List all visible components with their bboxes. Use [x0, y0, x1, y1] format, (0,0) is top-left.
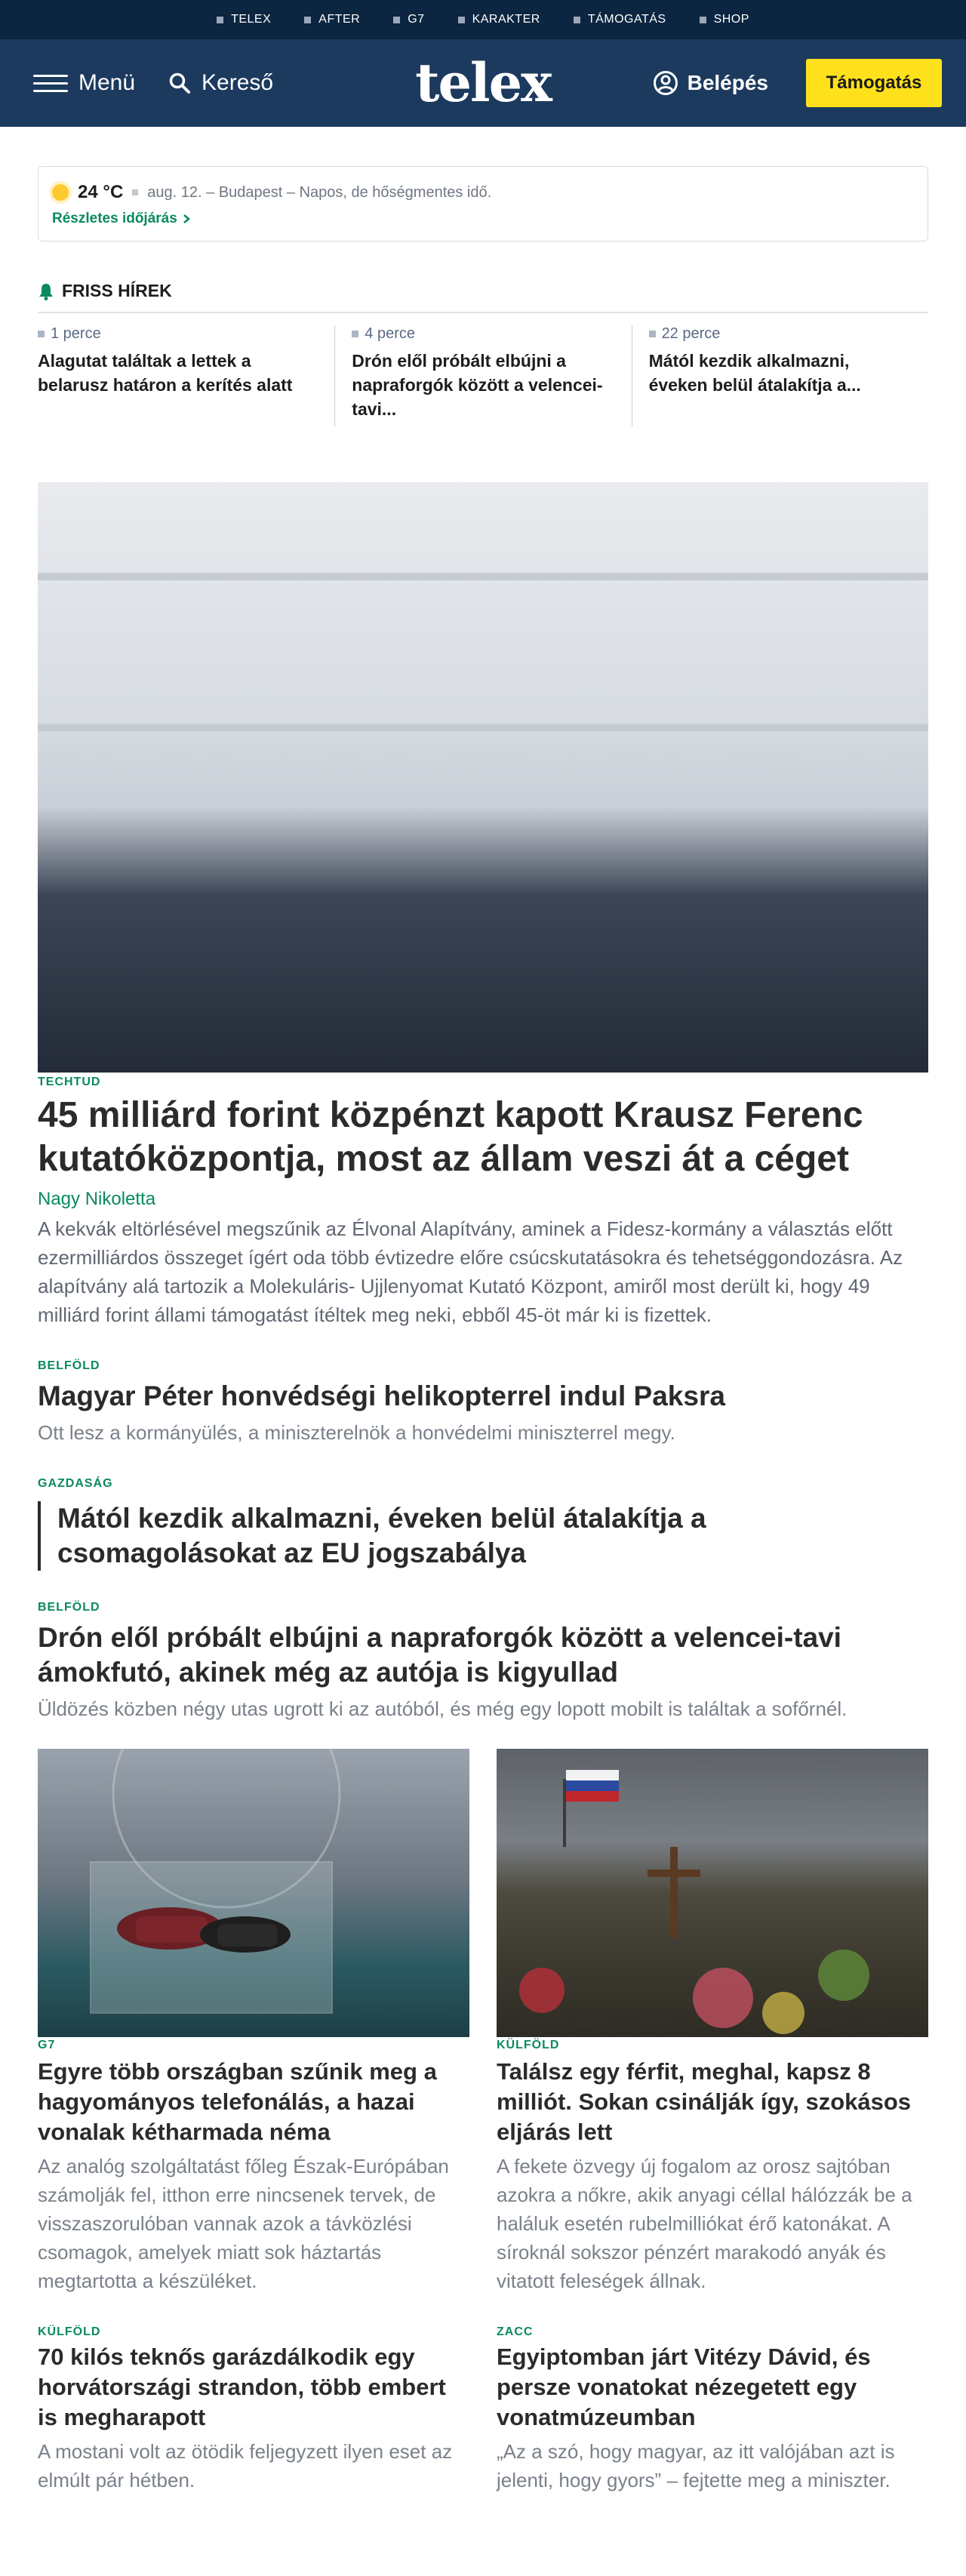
topnav-after[interactable] — [304, 13, 360, 26]
fresh-news-list — [38, 325, 928, 426]
fresh-news-item[interactable] — [632, 325, 928, 426]
square-icon — [393, 17, 400, 23]
hero-author[interactable]: Nagy Nikoletta — [38, 1189, 156, 1209]
card-title[interactable]: Egyre több országban szűnik meg a hagyományos telefonálás, a hazai vonalak kétharmada néma — [38, 2058, 437, 2145]
weather-widget — [38, 166, 928, 242]
fresh-news-title-text[interactable]: Drón elől próbált elbújni a napraforgók között a velencei-tavi... — [352, 351, 603, 419]
article-item — [38, 1359, 928, 1447]
article-title[interactable]: Mától kezdik alkalmazni, éveken belül átalakítja a csomagolásokat az EU jogszabálya — [38, 1501, 928, 1571]
site-logo[interactable]: telex — [415, 51, 551, 114]
weather-details-link[interactable] — [52, 211, 914, 227]
topnav-label: SHOP — [713, 13, 749, 26]
article-category[interactable]: ZACC — [497, 2325, 534, 2338]
hero-lead: A kekvák eltörlésével megszűnik az Élvonal Alapítvány, aminek a Fidesz-kormány a választás előtt ezermilliárdos összeget ígért oda több évtizedre előre csúcskutatásokra és tehetséggondozásra. Az alapítvány alá tartozik a Molekuláris- Ujjlenyomat Kutató Központ, amiről most derült ki, hogy 49 milliárd forint állami támogatást ítéltek meg neki, ebből 45-öt már ki is fizettek. — [38, 1217, 903, 1326]
fresh-news-time: 4 perce — [365, 325, 415, 342]
hero-category[interactable]: TECHTUD — [38, 1073, 105, 1092]
topnav-label: TÁMOGATÁS — [587, 13, 666, 26]
article-category[interactable]: KÜLFÖLD — [38, 2325, 101, 2338]
fresh-news-item[interactable] — [334, 325, 631, 426]
square-icon — [574, 17, 580, 23]
square-icon — [458, 17, 465, 23]
menu-button[interactable] — [33, 70, 135, 96]
article-item — [497, 2325, 928, 2494]
weather-summary: aug. 12. – Budapest – Napos, de hőségmentes idő. — [147, 183, 492, 201]
sun-icon — [52, 184, 69, 201]
site-header — [0, 39, 966, 127]
article-item — [38, 1477, 928, 1571]
lab-shelf — [38, 573, 928, 580]
article-category[interactable]: BELFÖLD — [38, 1359, 100, 1372]
topnav-g7[interactable] — [393, 13, 424, 26]
search-label: Kereső — [202, 70, 274, 95]
user-icon — [653, 70, 678, 96]
topnav-label: AFTER — [318, 13, 361, 26]
square-icon — [700, 17, 706, 23]
hamburger-icon — [33, 73, 68, 93]
topnav-label: G7 — [408, 13, 425, 26]
cemetery-illustration — [497, 1749, 928, 2037]
topnav-tamogatas[interactable] — [574, 13, 666, 26]
card-lead: Az analóg szolgáltatást főleg Észak-Európában számolják fel, itthon erre nincsenek tervek, de visszaszorulóban vannak azok a távközlési csomagok, amelyek miatt sok háztartás megtartotta a készüléket. — [38, 2155, 449, 2292]
card-title[interactable]: Találsz egy férfit, meghal, kapsz 8 milliót. Sokan csinálják így, szokásos eljárás lett — [497, 2058, 912, 2145]
login-label: Belépés — [687, 71, 768, 94]
chevron-right-icon — [182, 214, 191, 224]
bullet-icon — [352, 331, 358, 337]
square-icon — [217, 17, 223, 23]
search-icon — [168, 72, 191, 94]
login-button[interactable] — [653, 70, 768, 96]
fresh-news-heading — [38, 281, 928, 313]
bell-icon — [38, 282, 54, 300]
weather-details-label: Részletes időjárás — [52, 211, 177, 226]
article-title[interactable]: 70 kilós teknős garázdálkodik egy horvátországi strandon, több embert is megharapott — [38, 2344, 446, 2430]
article-title[interactable]: Drón elől próbált elbújni a napraforgók között a velencei-tavi ámokfutó, akinek még az autója is kigyullad — [38, 1622, 841, 1688]
hero-image[interactable] — [38, 482, 928, 1073]
article-category[interactable]: GAZDASÁG — [38, 1477, 113, 1490]
article-column — [38, 1749, 469, 2494]
card-category[interactable]: KÜLFÖLD — [497, 2036, 564, 2054]
card-image[interactable] — [497, 1749, 928, 2037]
card-image[interactable] — [38, 1749, 469, 2037]
article-lead: „Az a szó, hogy magyar, az itt valójában azt is jelenti, hogy gyors” – fejtette meg a miniszter. — [497, 2440, 895, 2491]
topnav-shop[interactable] — [700, 13, 749, 26]
fresh-news-title-text[interactable]: Alagutat találtak a lettek a belarusz határon a kerítés alatt — [38, 351, 293, 395]
topnav-karakter[interactable] — [458, 13, 540, 26]
article-lead: Ott lesz a kormányülés, a miniszterelnök a honvédelmi miniszterrel megy. — [38, 1421, 675, 1444]
fresh-news-time: 22 perce — [661, 325, 721, 342]
article-category[interactable]: BELFÖLD — [38, 1601, 100, 1614]
card-lead: A fekete özvegy új fogalom az orosz sajtóban azokra a nőkre, akik anyagi céllal hálózzák be a haláluk esetén rubelmilliókat érő katonákat. A síroknál sokszor pénzért marakodó anyák és vitatott feleségek állnak. — [497, 2155, 912, 2292]
article-title[interactable]: Magyar Péter honvédségi helikopterrel indul Paksra — [38, 1380, 725, 1411]
square-icon — [304, 17, 311, 23]
menu-label: Menü — [78, 70, 136, 95]
article-item — [38, 1601, 928, 1723]
fresh-news-title-text[interactable]: Mától kezdik alkalmazni, éveken belül átalakítja a... — [648, 351, 861, 395]
top-nav — [0, 0, 966, 39]
fresh-news-item[interactable] — [38, 325, 334, 426]
support-button[interactable]: Támogatás — [806, 59, 942, 107]
fresh-news-time: 1 perce — [51, 325, 101, 342]
bullet-icon — [38, 331, 45, 337]
fresh-news-title: FRISS HÍREK — [62, 281, 172, 300]
bullet-icon — [132, 189, 138, 195]
telephone-illustration — [38, 1749, 469, 2037]
topnav-label: TELEX — [231, 13, 272, 26]
article-grid — [38, 1749, 928, 2494]
temperature: 24 °C — [78, 182, 124, 202]
search-button[interactable] — [168, 70, 273, 96]
article-item — [38, 2325, 469, 2494]
article-title[interactable]: Egyiptomban járt Vitézy Dávid, és persze vonatokat nézegetett egy vonatmúzeumban — [497, 2344, 871, 2430]
article-column — [497, 1749, 928, 2494]
lab-shelf — [38, 724, 928, 731]
topnav-label: KARAKTER — [472, 13, 540, 26]
article-lead: Üldözés közben négy utas ugrott ki az autóból, és még egy lopott mobilt is találtak a sofőrnél. — [38, 1697, 848, 1720]
topnav-telex[interactable] — [217, 13, 271, 26]
article-lead: A mostani volt az ötödik feljegyzett ilyen eset az elmúlt pár hétben. — [38, 2440, 453, 2491]
hero-title[interactable]: 45 milliárd forint közpénzt kapott Krausz Ferenc kutatóközpontja, most az állam veszi át a céget — [38, 1095, 863, 1179]
bullet-icon — [649, 331, 656, 337]
card-category[interactable]: G7 — [38, 2036, 60, 2054]
